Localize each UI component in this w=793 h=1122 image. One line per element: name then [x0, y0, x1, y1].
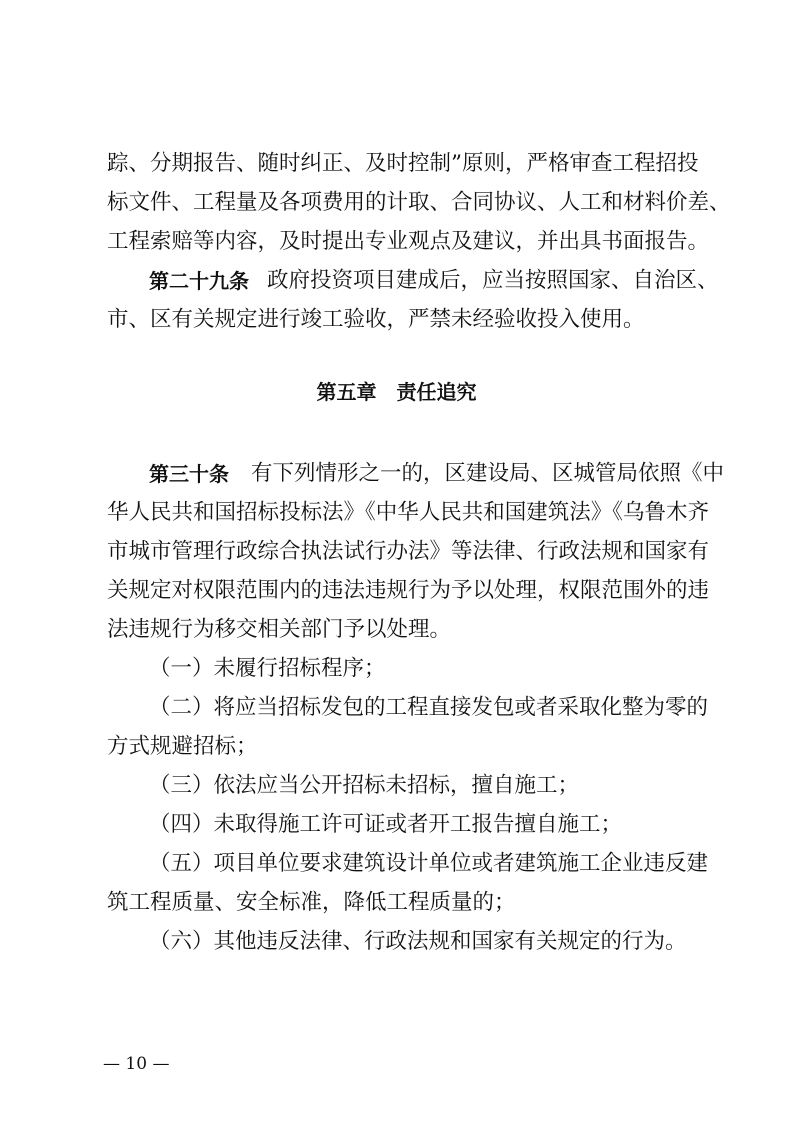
body-text-line: 华人民共和国招标投标法》《中华人民共和国建筑法》《乌鲁木齐 — [107, 500, 710, 525]
list-item: （四）未取得施工许可证或者开工报告擅自施工； — [149, 812, 623, 837]
body-text-line: 标文件、工程量及各项费用的计取、合同协议、人工和材料价差、 — [107, 190, 731, 215]
body-text-line: 工程索赔等内容，及时提出专业观点及建议，并出具书面报告。 — [107, 229, 710, 254]
article-29-first-line — [149, 268, 719, 293]
body-text-line: 踪、分期报告、随时纠正、及时控制”原则，严格审查工程招投 — [107, 151, 699, 176]
article-30-first-line — [149, 461, 725, 486]
body-text: 有下列情形之一的，区建设局、区城管局依照《中 — [251, 461, 725, 486]
list-item: （三）依法应当公开招标未招标，擅自施工； — [149, 773, 580, 798]
article-heading: 第二十九条 — [149, 269, 249, 293]
body-text: 政府投资项目建成后，应当按照国家、自治区、 — [267, 268, 719, 293]
chapter-title: 第五章 责任追究 — [316, 380, 477, 404]
list-item: （六）其他违反法律、行政法规和国家有关规定的行为。 — [149, 929, 687, 954]
body-text-line: 关规定对权限范围内的违法违规行为予以处理，权限范围外的违 — [107, 578, 710, 603]
list-item: （一）未履行招标程序； — [149, 656, 386, 681]
list-item-continuation: 筑工程质量、安全标准，降低工程质量的； — [107, 890, 516, 915]
body-text-line: 市城市管理行政综合执法试行办法》等法律、行政法规和国家有 — [107, 539, 710, 564]
article-heading: 第三十条 — [149, 462, 229, 486]
body-text-line: 法违规行为移交相关部门予以处理。 — [107, 617, 452, 642]
list-item-continuation: 方式规避招标； — [107, 734, 258, 759]
list-item: （五）项目单位要求建筑设计单位或者建筑施工企业违反建 — [149, 851, 709, 876]
list-item: （二）将应当招标发包的工程直接发包或者采取化整为零的 — [149, 695, 709, 720]
body-text-line: 市、区有关规定进行竣工验收，严禁未经验收投入使用。 — [107, 307, 645, 332]
page-number: — 10 — — [103, 1054, 170, 1074]
